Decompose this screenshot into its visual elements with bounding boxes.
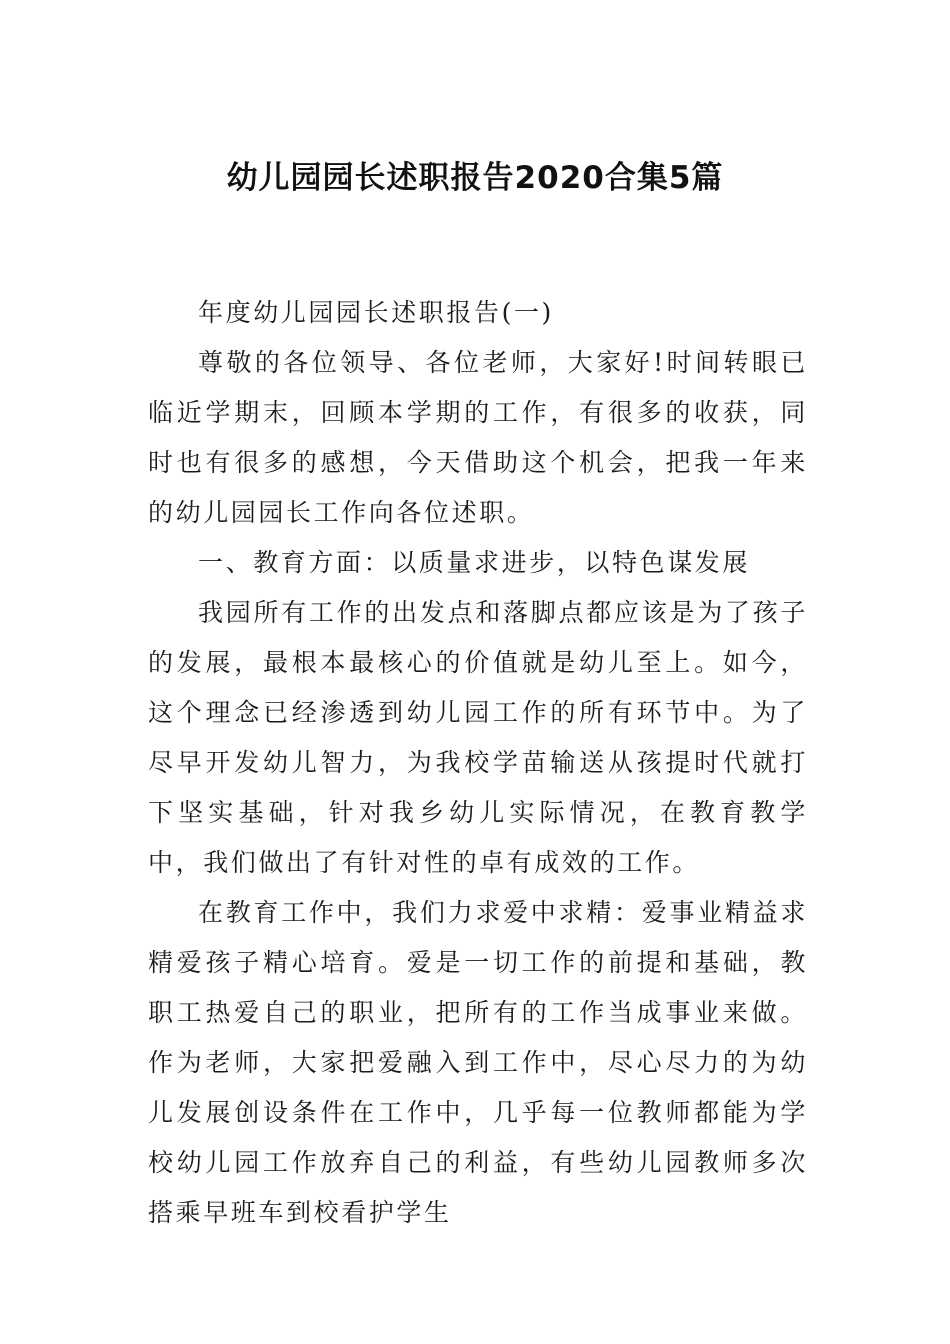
document-body <box>148 288 808 1238</box>
document-title: 幼儿园园长述职报告2020合集5篇 <box>226 160 724 196</box>
paragraph-philosophy: 我园所有工作的出发点和落脚点都应该是为了孩子的发展，最根本最核心的价值就是幼儿至上。如今，这个理念已经渗透到幼儿园工作的所有环节中。为了尽早开发幼儿智力，为我校学苗输送从孩提时代就打下坚实基础，针对我乡幼儿实际情况，在教育教学中，我们做出了有针对性的卓有成效的工作。 <box>148 598 808 877</box>
paragraph-greeting: 尊敬的各位领导、各位老师，大家好!时间转眼已临近学期末，回顾本学期的工作，有很多的收获，同时也有很多的感想，今天借助这个机会，把我一年来的幼儿园园长工作向各位述职。 <box>148 348 808 527</box>
section-heading-education: 一、教育方面：以质量求进步，以特色谋发展 <box>198 548 751 577</box>
paragraph-love-in-work: 在教育工作中，我们力求爱中求精：爱事业精益求精爱孩子精心培育。爱是一切工作的前提和基础，教职工热爱自己的职业，把所有的工作当成事业来做。作为老师，大家把爱融入到工作中，尽心尽力的为幼儿发展创设条件在工作中，几乎每一位教师都能为学校幼儿园工作放弃自己的利益，有些幼儿园教师多次搭乘早班车到校看护学生 <box>148 898 808 1227</box>
section-heading-report-one: 年度幼儿园园长述职报告(一) <box>198 298 554 327</box>
